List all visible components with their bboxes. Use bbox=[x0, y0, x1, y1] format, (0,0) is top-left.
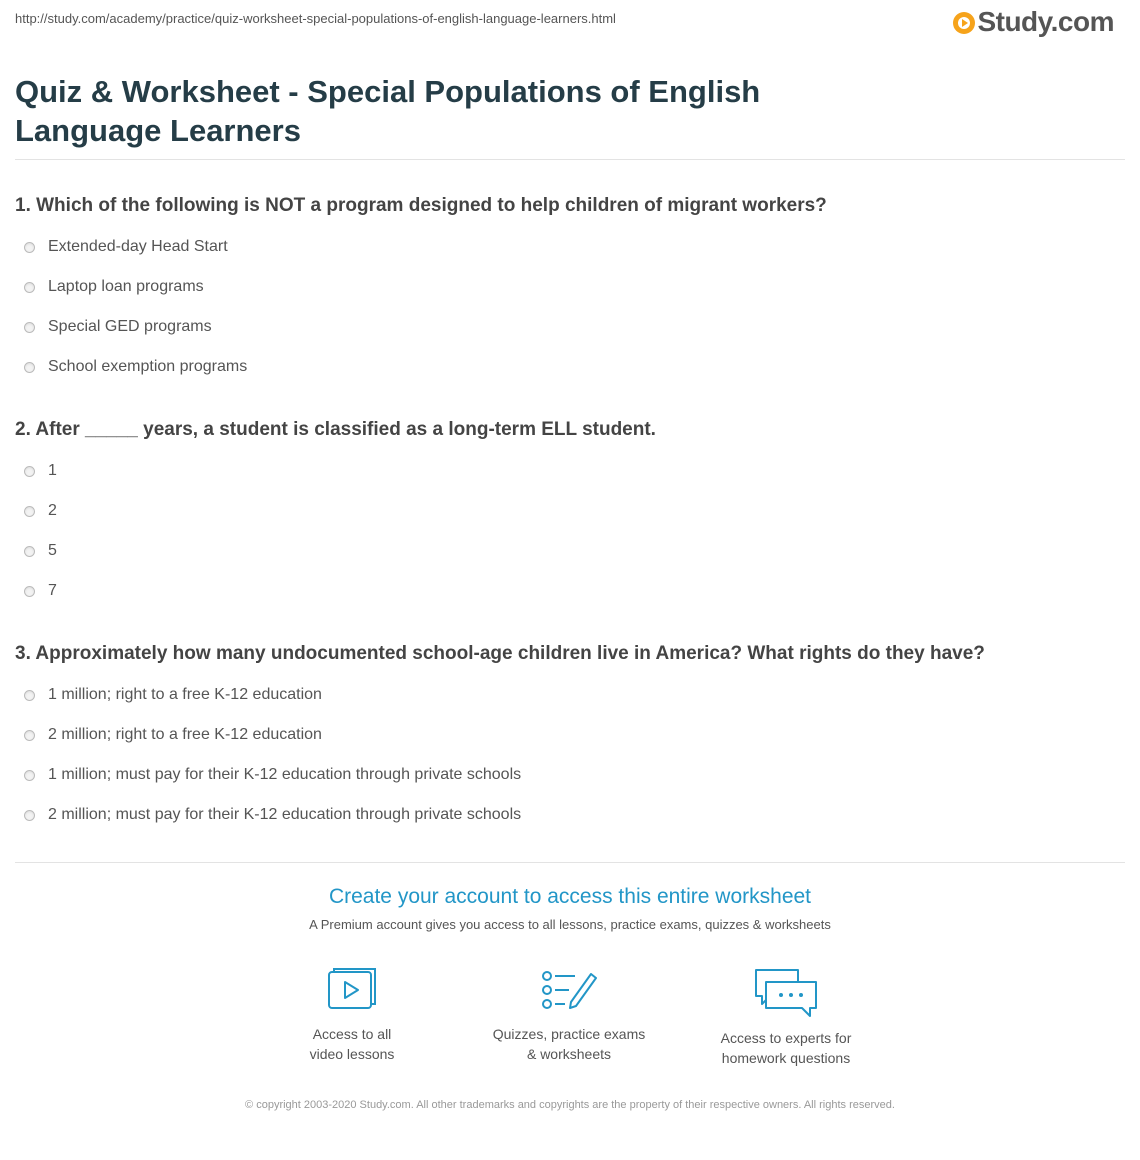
answer-option[interactable] bbox=[15, 347, 1125, 387]
answer-option[interactable] bbox=[15, 491, 1125, 531]
feature-label-line1: Access to experts for bbox=[720, 1030, 852, 1046]
answer-option[interactable] bbox=[15, 227, 1125, 267]
copyright-notice: © copyright 2003-2020 Study.com. All other trademarks and copyrights are the property of their respective owners. All rights reserved. bbox=[245, 1099, 895, 1111]
answer-option[interactable] bbox=[15, 307, 1125, 347]
radio-button[interactable] bbox=[24, 506, 35, 517]
option-label: 1 bbox=[48, 462, 57, 479]
answer-option[interactable] bbox=[15, 675, 1125, 715]
play-logo-icon bbox=[953, 12, 975, 34]
radio-button[interactable] bbox=[24, 690, 35, 701]
answer-option[interactable] bbox=[15, 755, 1125, 795]
logo-text: Study.com bbox=[977, 6, 1114, 37]
option-label: Extended-day Head Start bbox=[48, 238, 228, 255]
answer-options bbox=[15, 675, 1125, 835]
page-title: Quiz & Worksheet - Special Populations of English Language Learners bbox=[15, 74, 761, 148]
radio-button[interactable] bbox=[24, 362, 35, 373]
option-label: 2 bbox=[48, 502, 57, 519]
radio-button[interactable] bbox=[24, 546, 35, 557]
question-text: 3. Approximately how many undocumented school-age children live in America? What rights do they have? bbox=[15, 643, 985, 664]
answer-options bbox=[15, 451, 1125, 611]
option-label: Laptop loan programs bbox=[48, 278, 204, 295]
page-url: http://study.com/academy/practice/quiz-worksheet-special-populations-of-english-language-learners.html bbox=[15, 11, 616, 26]
video-lessons-icon bbox=[326, 968, 378, 1014]
radio-button[interactable] bbox=[24, 770, 35, 781]
feature-experts bbox=[686, 968, 886, 1068]
option-label: 5 bbox=[48, 542, 57, 559]
answer-option[interactable] bbox=[15, 795, 1125, 835]
quiz-checklist-icon bbox=[541, 968, 597, 1014]
feature-label-line2: homework questions bbox=[721, 1050, 851, 1066]
create-account-link[interactable]: Create your account to access this entire worksheet bbox=[328, 885, 812, 908]
question-3 bbox=[15, 642, 1125, 835]
feature-video-lessons bbox=[252, 968, 452, 1064]
radio-button[interactable] bbox=[24, 242, 35, 253]
radio-button[interactable] bbox=[24, 282, 35, 293]
question-text: 2. After _____ years, a student is classified as a long-term ELL student. bbox=[15, 419, 656, 440]
radio-button[interactable] bbox=[24, 810, 35, 821]
question-1 bbox=[15, 194, 1125, 387]
cta-subtitle: A Premium account gives you access to all lessons, practice exams, quizzes & worksheets bbox=[309, 917, 831, 932]
answer-option[interactable] bbox=[15, 451, 1125, 491]
divider bbox=[15, 862, 1125, 863]
option-label: School exemption programs bbox=[48, 358, 248, 375]
feature-label-line1: Quizzes, practice exams bbox=[492, 1026, 646, 1042]
option-label: Special GED programs bbox=[48, 318, 212, 335]
feature-label-line1: Access to all bbox=[312, 1026, 392, 1042]
radio-button[interactable] bbox=[24, 586, 35, 597]
answer-option[interactable] bbox=[15, 571, 1125, 611]
divider bbox=[15, 159, 1125, 160]
option-label: 2 million; must pay for their K-12 education through private schools bbox=[48, 806, 522, 823]
answer-options bbox=[15, 227, 1125, 387]
radio-button[interactable] bbox=[24, 322, 35, 333]
question-2 bbox=[15, 418, 1125, 611]
radio-button[interactable] bbox=[24, 466, 35, 477]
radio-button[interactable] bbox=[24, 730, 35, 741]
option-label: 2 million; right to a free K-12 education bbox=[48, 726, 322, 743]
answer-option[interactable] bbox=[15, 531, 1125, 571]
study-logo[interactable] bbox=[953, 6, 1114, 38]
option-label: 1 million; right to a free K-12 education bbox=[48, 686, 322, 703]
answer-option[interactable] bbox=[15, 267, 1125, 307]
feature-label-line2: video lessons bbox=[309, 1046, 395, 1062]
feature-quizzes bbox=[469, 968, 669, 1064]
question-text: 1. Which of the following is NOT a program designed to help children of migrant workers? bbox=[15, 195, 827, 216]
option-label: 1 million; must pay for their K-12 education through private schools bbox=[48, 766, 522, 783]
option-label: 7 bbox=[48, 582, 57, 599]
feature-label-line2: & worksheets bbox=[526, 1046, 612, 1062]
expert-chat-icon bbox=[754, 968, 818, 1018]
answer-option[interactable] bbox=[15, 715, 1125, 755]
